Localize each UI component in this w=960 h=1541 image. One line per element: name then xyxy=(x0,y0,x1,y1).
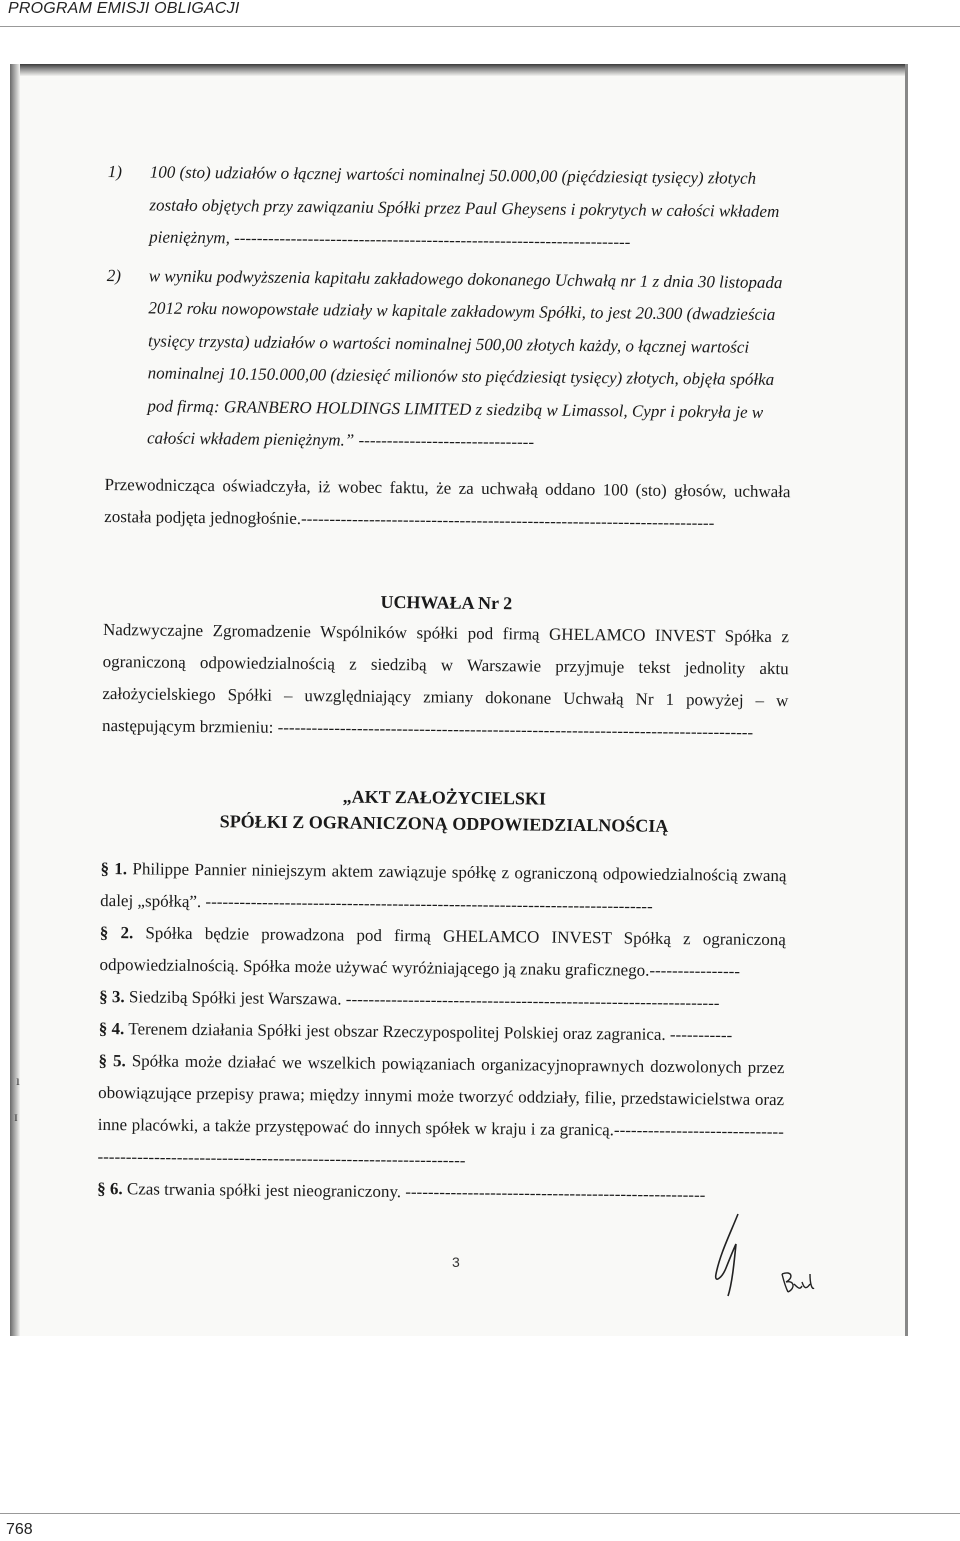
scanned-page xyxy=(10,64,908,1336)
section-number: § 6. xyxy=(97,1178,123,1198)
section-number: § 5. xyxy=(98,1050,126,1070)
section-text: Spółka będzie prowadzona pod firmą GHELAMCO INVEST Spółką z ograniczoną odpowiedzialnością. Spółka może używać wyróżniającego ją znaku graficznego.---------------- xyxy=(99,922,786,981)
list-item xyxy=(105,259,793,461)
scan-shadow-left xyxy=(10,64,20,1336)
section-text: Philippe Pannier niniejszym aktem zawiązuje spółkę z ograniczoną odpowiedzialnością zwaną dalej „spółką”. ------------------------------------------------------------------------------- xyxy=(100,858,787,916)
margin-mark: ɪ xyxy=(14,1110,18,1125)
section-number: § 3. xyxy=(99,986,125,1006)
act-subtitle: SPÓŁKI Z OGRANICZONĄ ODPOWIEDZIALNOŚCIĄ xyxy=(219,810,669,836)
section-text: Terenem działania Spółki jest obszar Rzeczypospolitej Polskiej oraz zagranica. ----------- xyxy=(128,1018,733,1045)
page-number: 768 xyxy=(6,1521,33,1538)
section-paragraph xyxy=(97,1044,784,1179)
signature-initials xyxy=(690,1204,840,1304)
section-number: § 2. xyxy=(99,922,134,942)
section-paragraph xyxy=(100,852,787,923)
scan-page-number: 3 xyxy=(452,1254,460,1270)
act-title: „AKT ZAŁOŻYCIELSKI xyxy=(342,785,547,809)
section-paragraph xyxy=(97,1172,783,1211)
section-text: Czas trwania spółki jest nieograniczony. ----------------------------------------------------- xyxy=(126,1178,706,1204)
section-text: Siedzibą Spółki jest Warszawa. ------------------------------------------------------------------ xyxy=(128,986,720,1012)
section-text: Spółka może działać we wszelkich powiązaniach organizacyjnoprawnych dozwolonych przez obowiązujące przepisy prawa; między innymi może tworzyć oddziały, filie, przedstawicielstwa oraz inne placówki, a także przystępować do innych spółek w kraju i za granicą.----------------------------------------------------------------------------------------------- xyxy=(97,1050,785,1170)
chairwoman-statement: Przewodnicząca oświadczyła, iż wobec faktu, że za uchwałą oddano 100 (sto) głosów, uchwała została podjęta jednogłośnie.------------------------------------------------------------------------- xyxy=(104,474,791,532)
scan-shadow-right xyxy=(905,64,908,1336)
document-header-title: PROGRAM EMISJI OBLIGACJI xyxy=(8,0,240,17)
scan-shadow-top xyxy=(10,64,908,76)
section-paragraph xyxy=(99,916,786,987)
list-item-number: 1) xyxy=(107,161,123,182)
list-item xyxy=(107,156,794,261)
header-divider xyxy=(0,26,960,27)
list-item-text: 100 (sto) udziałów o łącznej wartości nominalnej 50.000,00 (pięćdziesiąt tysięcy) złotych zostało objętych przy zawiązaniu Spółki przez Paul Gheysens i pokrytych w całości wkładem pieniężnym, ---------------------------------------------------------------------- xyxy=(149,162,780,252)
section-number: § 4. xyxy=(98,1018,125,1038)
resolution-text: Nadzwyczajne Zgromadzenie Wspólników spółki pod firmą GHELAMCO INVEST Spółka z ograniczoną odpowiedzialnością z siedzibą w Warszawie przyjmuje tekst jednolity aktu założycielskiego Spółki – uwzględniający zmiany dokonane Uchwałą Nr 1 powyżej – w następującym brzmieniu: ------------------------------------------------------------------------------------ xyxy=(101,619,790,742)
list-item-number: 2) xyxy=(106,265,122,285)
section-number: § 1. xyxy=(100,858,128,878)
page-content xyxy=(97,156,794,1212)
resolution-title: UCHWAŁA Nr 2 xyxy=(380,591,513,613)
margin-mark: ı xyxy=(16,1074,20,1089)
footer-divider xyxy=(0,1513,960,1514)
list-item-text: w wyniku podwyższenia kapitału zakładowego dokonanego Uchwałą nr 1 z dnia 30 listopada 2012 roku nowopowstałe udziały w kapitale zakładowym Spółki, to jest 20.300 (dwadzieścia tysięcy trzysta) udziałów o wartości nominalnej 500,00 złotych każdy, o łącznej wartości nominalnej 10.150.000,00 (dziesięć milionów sto pięćdziesiąt tysięcy) złotych, objęła spółka pod firmą: GRANBERO HOLDINGS LIMITED z siedzibą w Limassol, Cypr i pokryła je w całości wkładem pieniężnym.” ------------------------------- xyxy=(146,265,783,452)
